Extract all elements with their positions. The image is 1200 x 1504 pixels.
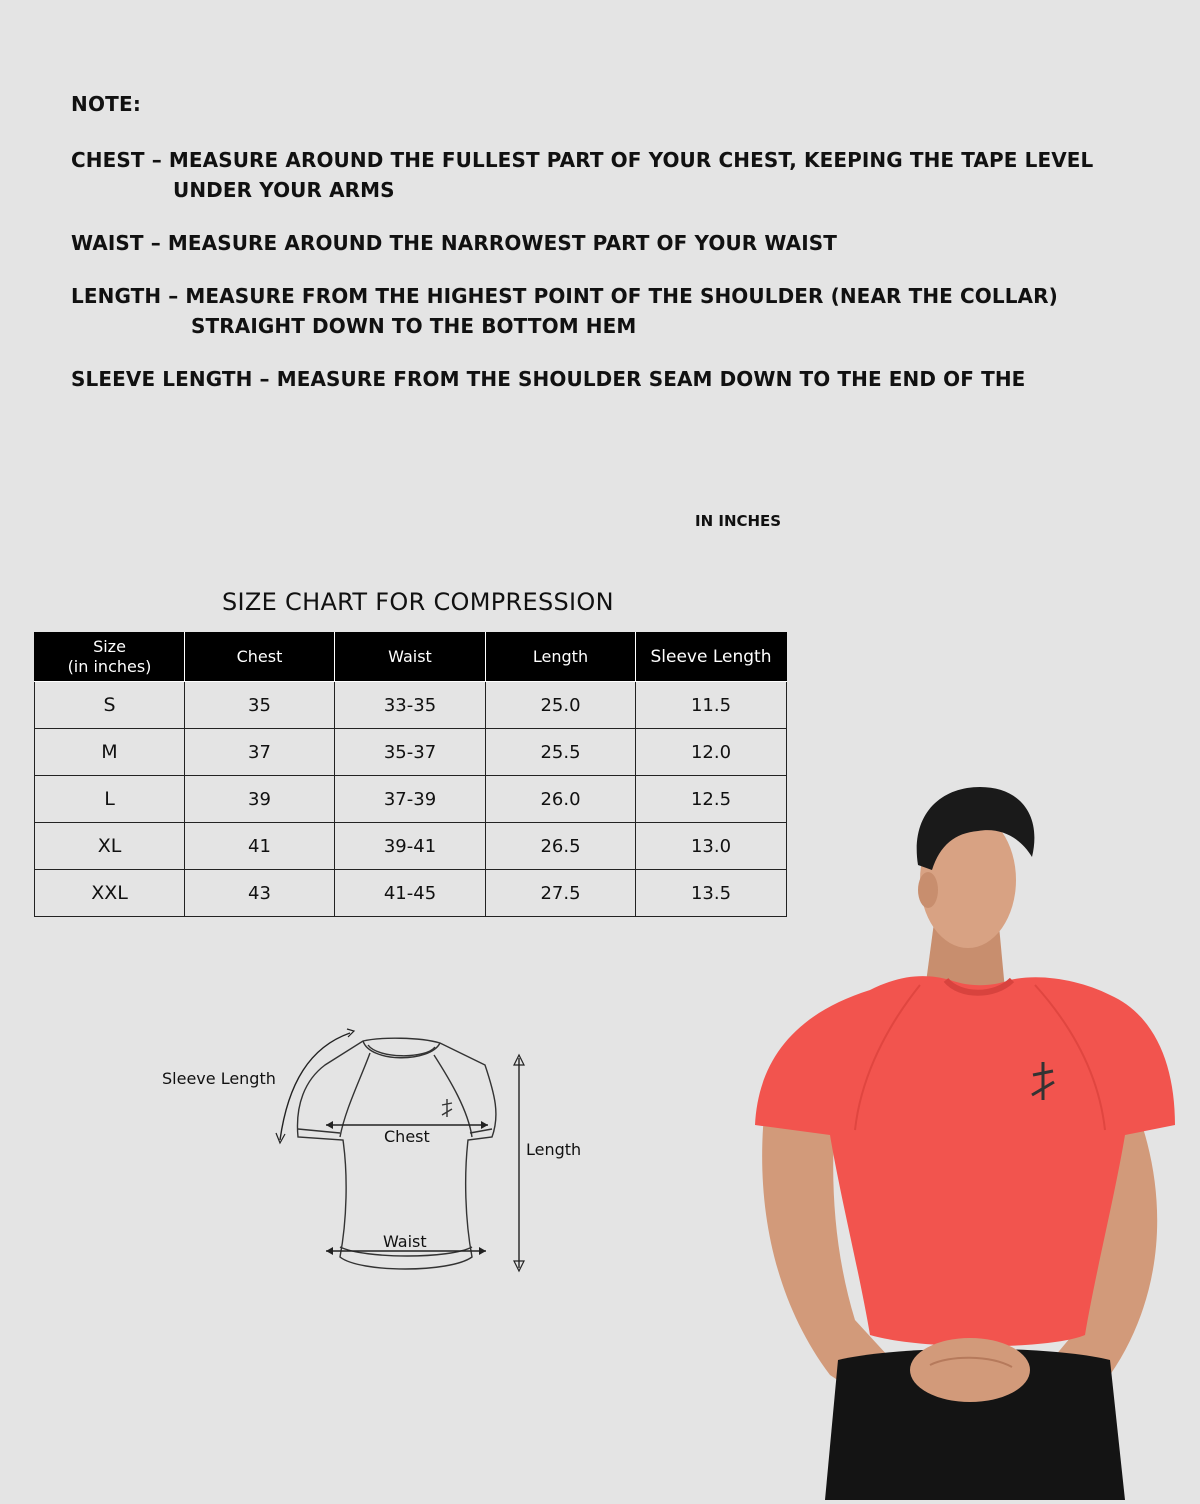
sleeve-length-label: Sleeve Length xyxy=(162,1069,276,1088)
header-waist: Waist xyxy=(335,633,486,682)
note-length-line1: LENGTH – MEASURE FROM THE HIGHEST POINT OF THE SHOULDER (NEAR THE COLLAR) xyxy=(71,284,1058,308)
model-hands xyxy=(910,1338,1030,1402)
measurement-diagram xyxy=(150,1025,610,1285)
cell-waist: 39-41 xyxy=(335,823,486,870)
cell-chest: 39 xyxy=(185,776,335,823)
note-chest-line1: CHEST – MEASURE AROUND THE FULLEST PART OF YOUR CHEST, KEEPING THE TAPE LEVEL xyxy=(71,148,1094,172)
cell-sleeve-length: 12.5 xyxy=(636,776,787,823)
cell-waist: 35-37 xyxy=(335,729,486,776)
note-chest-line2: UNDER YOUR ARMS xyxy=(173,178,395,202)
note-sleeve-line1: SLEEVE LENGTH – MEASURE FROM THE SHOULDER SEAM DOWN TO THE END OF THE xyxy=(71,367,1026,391)
measurement-notes xyxy=(71,92,1181,417)
note-length-line2: STRAIGHT DOWN TO THE BOTTOM HEM xyxy=(191,314,637,338)
cell-sleeve-length: 11.5 xyxy=(636,682,787,729)
notes-heading: NOTE: xyxy=(71,92,142,116)
cell-length: 26.0 xyxy=(486,776,636,823)
cell-size: M xyxy=(35,729,185,776)
note-waist xyxy=(71,228,1181,258)
cell-chest: 43 xyxy=(185,870,335,917)
table-row xyxy=(35,776,787,823)
cell-chest: 35 xyxy=(185,682,335,729)
cell-length: 26.5 xyxy=(486,823,636,870)
table-row xyxy=(35,823,787,870)
cell-size: S xyxy=(35,682,185,729)
cell-length: 25.5 xyxy=(486,729,636,776)
note-chest xyxy=(71,145,1181,205)
table-row xyxy=(35,729,787,776)
note-length xyxy=(71,281,1181,341)
cell-size: XXL xyxy=(35,870,185,917)
size-chart-table xyxy=(34,632,787,917)
model-wearing-shirt-image xyxy=(750,775,1200,1500)
cell-sleeve-length: 13.5 xyxy=(636,870,787,917)
cell-waist: 37-39 xyxy=(335,776,486,823)
size-chart-header-row xyxy=(35,633,787,682)
chest-label: Chest xyxy=(384,1127,430,1146)
header-chest: Chest xyxy=(185,633,335,682)
cell-waist: 33-35 xyxy=(335,682,486,729)
length-label: Length xyxy=(526,1140,582,1159)
header-size: Size (in inches) xyxy=(35,633,185,682)
size-chart-title: SIZE CHART FOR COMPRESSION xyxy=(222,588,614,616)
units-label: IN INCHES xyxy=(695,512,782,530)
cell-sleeve-length: 12.0 xyxy=(636,729,787,776)
table-row xyxy=(35,870,787,917)
model-photo xyxy=(750,775,1200,1500)
cell-chest: 37 xyxy=(185,729,335,776)
header-sleeve-length: Sleeve Length xyxy=(636,633,787,682)
cell-length: 27.5 xyxy=(486,870,636,917)
cell-size: XL xyxy=(35,823,185,870)
table-row xyxy=(35,682,787,729)
cell-waist: 41-45 xyxy=(335,870,486,917)
cell-chest: 41 xyxy=(185,823,335,870)
cell-length: 25.0 xyxy=(486,682,636,729)
note-waist-line1: WAIST – MEASURE AROUND THE NARROWEST PART OF YOUR WAIST xyxy=(71,231,837,255)
note-sleeve-length xyxy=(71,364,1181,394)
waist-label: Waist xyxy=(383,1232,427,1251)
cell-sleeve-length: 13.0 xyxy=(636,823,787,870)
header-length: Length xyxy=(486,633,636,682)
cell-size: L xyxy=(35,776,185,823)
